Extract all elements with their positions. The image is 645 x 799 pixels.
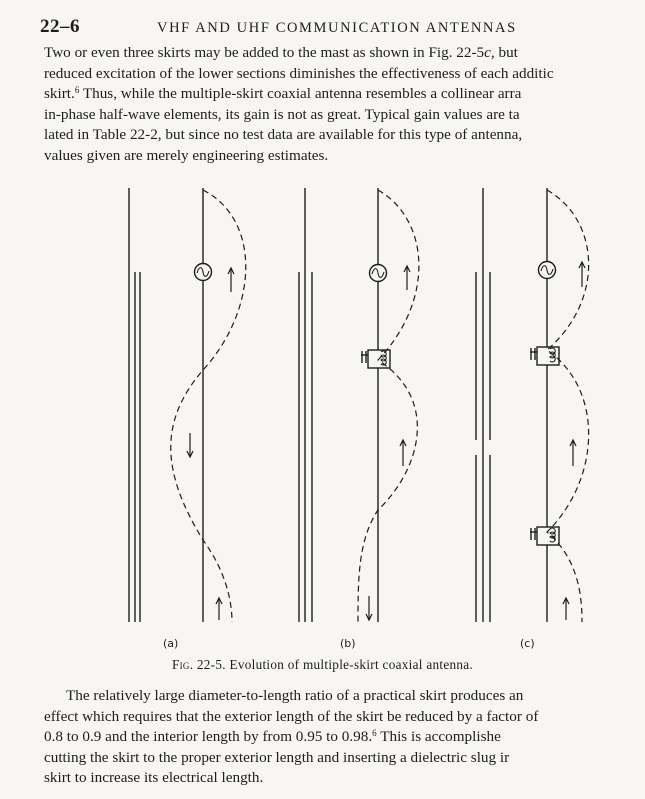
skirt-lines-c bbox=[476, 188, 490, 622]
current-curve-a bbox=[171, 190, 246, 622]
text-line: values given are merely engineering estimates. bbox=[44, 146, 329, 164]
text-line: reduced excitation of the lower sections diminishes the effectiveness of each additic bbox=[44, 64, 554, 82]
running-title: VHF AND UHF COMMUNICATION ANTENNAS bbox=[157, 20, 517, 36]
footnote-ref: 6 bbox=[74, 85, 80, 96]
paragraph-intro bbox=[44, 43, 645, 167]
page-header bbox=[40, 16, 517, 38]
figure-label-a: (a) bbox=[163, 637, 179, 650]
paragraph-skirt-length bbox=[44, 686, 645, 789]
current-curve-b bbox=[358, 190, 419, 622]
figure-label-b: (b) bbox=[340, 637, 356, 650]
text-line: effect which requires that the exterior length of the skirt be reduced by a factor of bbox=[44, 707, 539, 725]
decoupling-network-c1 bbox=[530, 347, 559, 365]
figure-label-c: (c) bbox=[520, 637, 535, 650]
text-line: Two or even three skirts may be added to the mast as shown in Fig. 22-5c, but bbox=[44, 44, 518, 61]
text-line: The relatively large diameter-to-length ratio of a practical skirt produces an bbox=[66, 687, 524, 704]
skirt-lines-a bbox=[129, 188, 140, 622]
text-line: in-phase half-wave elements, its gain is not as great. Typical gain values are ta bbox=[44, 105, 520, 123]
footnote-ref: 6 bbox=[372, 728, 377, 739]
text-line: lated in Table 22-2, but since no test data are available for this type of antenna, bbox=[44, 126, 523, 144]
figure-caption: Fig. 22-5. Evolution of multiple-skirt coaxial antenna. bbox=[171, 657, 474, 672]
text-line: 0.8 to 0.9 and the interior length by from 0.95 to 0.98.$^6$ This is accomplishe bbox=[44, 728, 501, 746]
skirt-lines-b bbox=[299, 188, 312, 622]
current-curve-c bbox=[547, 190, 589, 622]
antenna-diagram bbox=[0, 180, 645, 640]
text-line: skirt.$^6$ Thus, while the multiple-skirt coaxial antenna resembles a collinear arra bbox=[44, 85, 522, 103]
page-number: 22–6 bbox=[40, 16, 80, 37]
decoupling-network-c2 bbox=[530, 527, 559, 545]
text-line: cutting the skirt to the proper exterior length and inserting a dielectric slug ir bbox=[44, 748, 510, 766]
text-line: skirt to increase its electrical length. bbox=[44, 769, 264, 787]
